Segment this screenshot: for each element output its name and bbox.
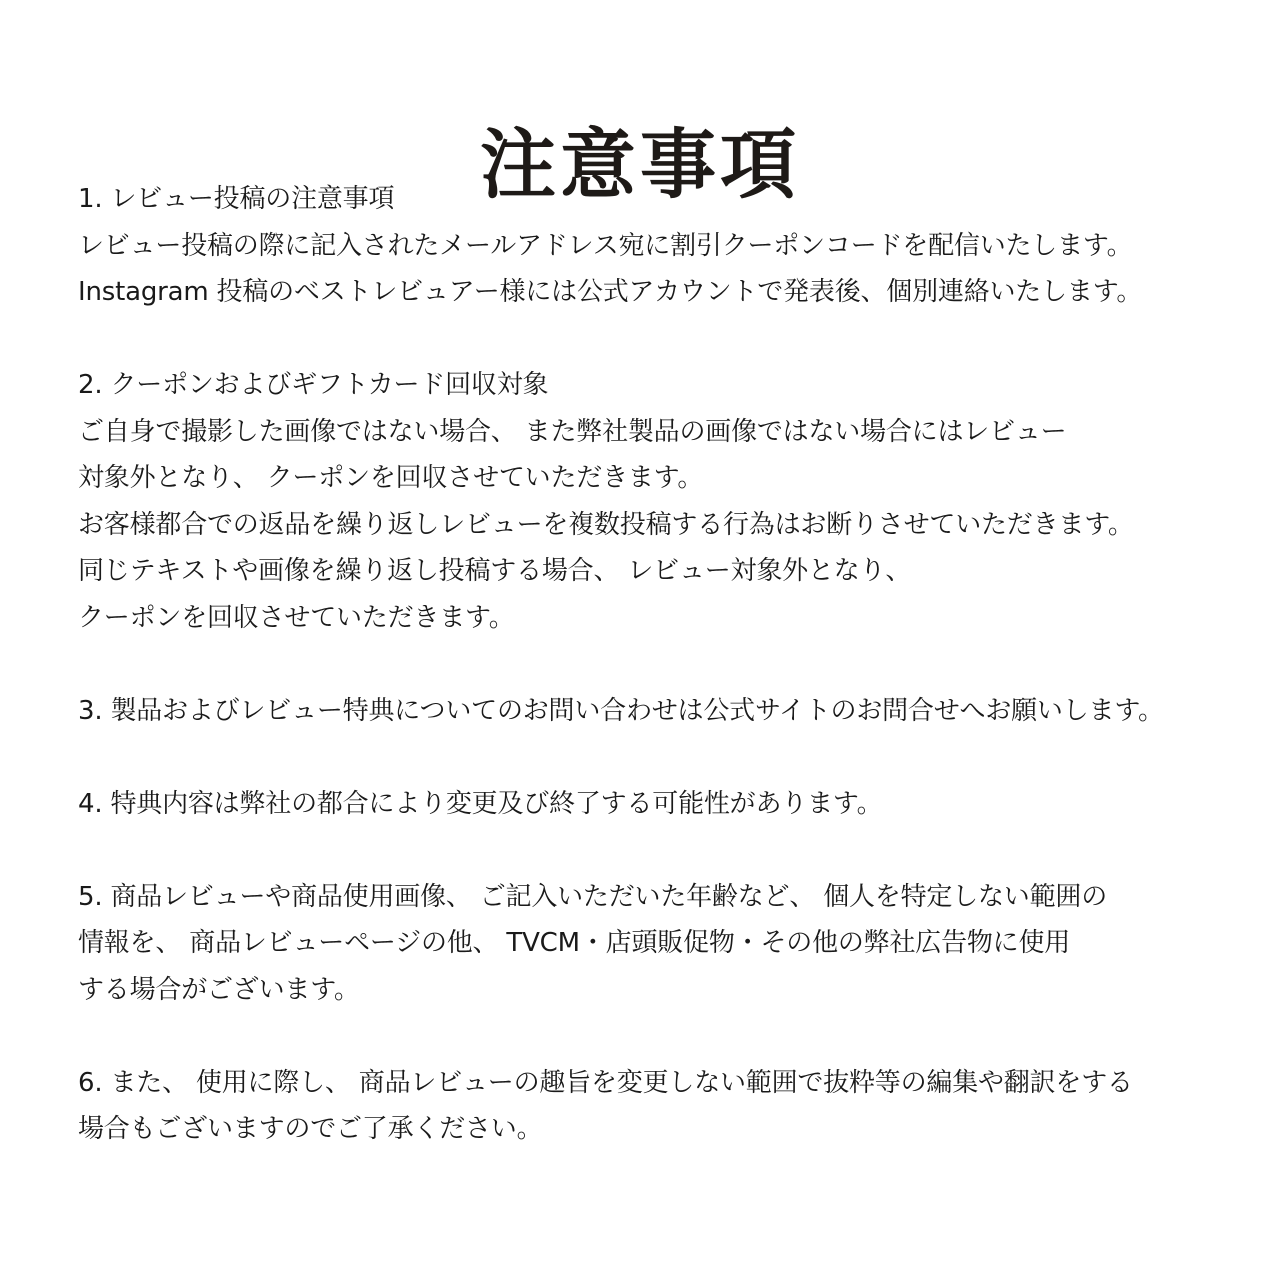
section-spacer [78, 641, 1258, 688]
section-spacer [78, 827, 1258, 874]
note-heading-6: 6. また、 使用に際し、 商品レビューの趣旨を変更しない範囲で抜粋等の編集や翻訳をする [78, 1067, 1133, 1098]
note-section-2 [78, 362, 1258, 641]
notes-body [78, 176, 1258, 1153]
note-heading-2: 2. クーポンおよびギフトカード回収対象 [78, 370, 549, 400]
section-spacer [78, 734, 1258, 781]
note-line: 同じテキストや画像を繰り返し投稿する場合、 レビュー対象外となり、 [78, 556, 912, 586]
note-section-3 [78, 688, 1258, 735]
note-section-6 [78, 1060, 1258, 1153]
note-line: 場合もございますのでご了承ください。 [78, 1114, 543, 1144]
note-heading-5: 5. 商品レビューや商品使用画像、 ご記入いただいた年齢など、 個人を特定しない範囲の [78, 881, 1108, 912]
page-title: 注意事項 [480, 119, 800, 209]
note-line: ご自身で撮影した画像ではない場合、 また弊社製品の画像ではない場合にはレビュー [78, 416, 1067, 447]
section-spacer [78, 316, 1258, 363]
note-section-4 [78, 781, 1258, 828]
note-line: 情報を、 商品レビューページの他、 TVCM・店頭販促物・その他の弊社広告物に使用 [78, 928, 1071, 958]
note-line: 対象外となり、 クーポンを回収させていただきます。 [78, 463, 704, 493]
note-heading-4: 4. 特典内容は弊社の都合により変更及び終了する可能性があります。 [78, 788, 883, 819]
note-section-5 [78, 874, 1258, 1014]
note-line: レビュー投稿の際に記入されたメールアドレス宛に割引クーポンコードを配信いたします。 [78, 230, 1133, 261]
note-line: クーポンを回収させていただきます。 [78, 602, 515, 633]
note-line: Instagram 投稿のベストレビュアー様には公式アカウントで発表後、個別連絡いたします。 [78, 277, 1143, 307]
note-line: お客様都合での返品を繰り返しレビューを複数投稿する行為はお断りさせていただきます。 [78, 509, 1134, 540]
note-section-1 [78, 176, 1258, 316]
section-spacer [78, 1013, 1258, 1060]
note-heading-1: 1. レビュー投稿の注意事項 [78, 184, 395, 214]
note-heading-3: 3. 製品およびレビュー特典についてのお問い合わせは公式サイトのお問合せへお願いします。 [78, 695, 1164, 726]
note-line: する場合がございます。 [78, 974, 360, 1005]
